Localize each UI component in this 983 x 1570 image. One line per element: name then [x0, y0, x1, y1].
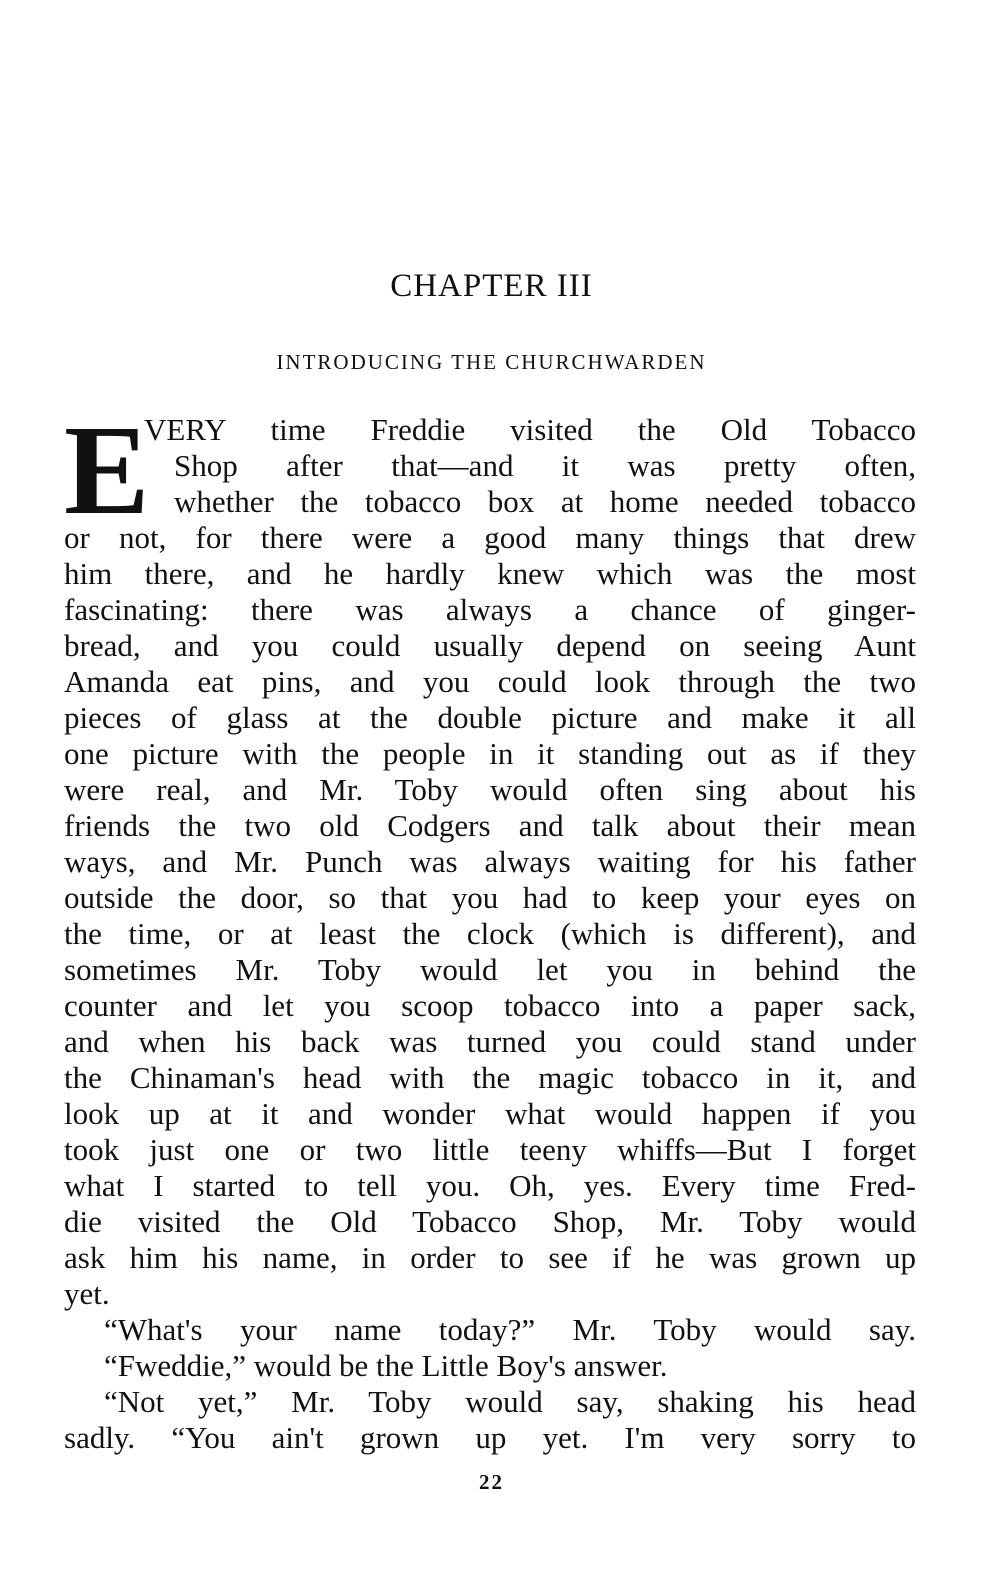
- text-line: whether the tobacco box at home needed tobacco: [174, 484, 916, 519]
- text-line: Amanda eat pins, and you could look through the two: [64, 664, 916, 699]
- page-number: 22: [479, 1470, 504, 1494]
- text-line: die visited the Old Tobacco Shop, Mr. Toby would: [64, 1204, 916, 1239]
- text-line: “What's your name today?” Mr. Toby would say.: [104, 1312, 916, 1347]
- text-line: were real, and Mr. Toby would often sing about his: [64, 772, 916, 807]
- text-line: one picture with the people in it standing out as if they: [64, 736, 916, 771]
- text-line: sometimes Mr. Toby would let you in behind the: [64, 952, 916, 987]
- text-line: pieces of glass at the double picture and make it all: [64, 700, 916, 735]
- text-line: “Fweddie,” would be the Little Boy's answer.: [104, 1348, 668, 1383]
- text-line: took just one or two little teeny whiffs—But I forget: [64, 1132, 916, 1167]
- chapter-subtitle: INTRODUCING THE CHURCHWARDEN: [276, 350, 707, 374]
- text-line: the time, or at least the clock (which is different), and: [64, 916, 916, 951]
- text-line: and when his back was turned you could stand under: [64, 1024, 916, 1059]
- drop-cap: E: [64, 399, 150, 541]
- text-line: counter and let you scoop tobacco into a paper sack,: [64, 988, 916, 1023]
- text-line: friends the two old Codgers and talk about their mean: [64, 808, 916, 843]
- text-line: “Not yet,” Mr. Toby would say, shaking his head: [104, 1384, 916, 1419]
- text-line: ask him his name, in order to see if he was grown up: [64, 1240, 916, 1275]
- text-line: fascinating: there was always a chance of ginger-: [64, 592, 916, 627]
- text-line: what I started to tell you. Oh, yes. Every time Fred-: [64, 1168, 916, 1203]
- text-line: Shop after that—and it was pretty often,: [174, 448, 916, 483]
- text-line: the Chinaman's head with the magic tobacco in it, and: [64, 1060, 916, 1095]
- chapter-title: CHAPTER III: [390, 268, 593, 304]
- text-line: him there, and he hardly knew which was the most: [64, 556, 916, 591]
- text-line: VERY time Freddie visited the Old Tobacco: [144, 412, 916, 447]
- text-line: look up at it and wonder what would happen if you: [64, 1096, 916, 1131]
- text-line: sadly. “You ain't grown up yet. I'm very sorry to: [64, 1420, 916, 1455]
- text-line: outside the door, so that you had to keep your eyes on: [64, 880, 916, 915]
- text-line: bread, and you could usually depend on seeing Aunt: [64, 628, 916, 663]
- text-line: ways, and Mr. Punch was always waiting for his father: [64, 844, 916, 879]
- text-line: yet.: [64, 1276, 110, 1311]
- body-text: [64, 399, 916, 1456]
- text-line: or not, for there were a good many things that drew: [64, 520, 916, 555]
